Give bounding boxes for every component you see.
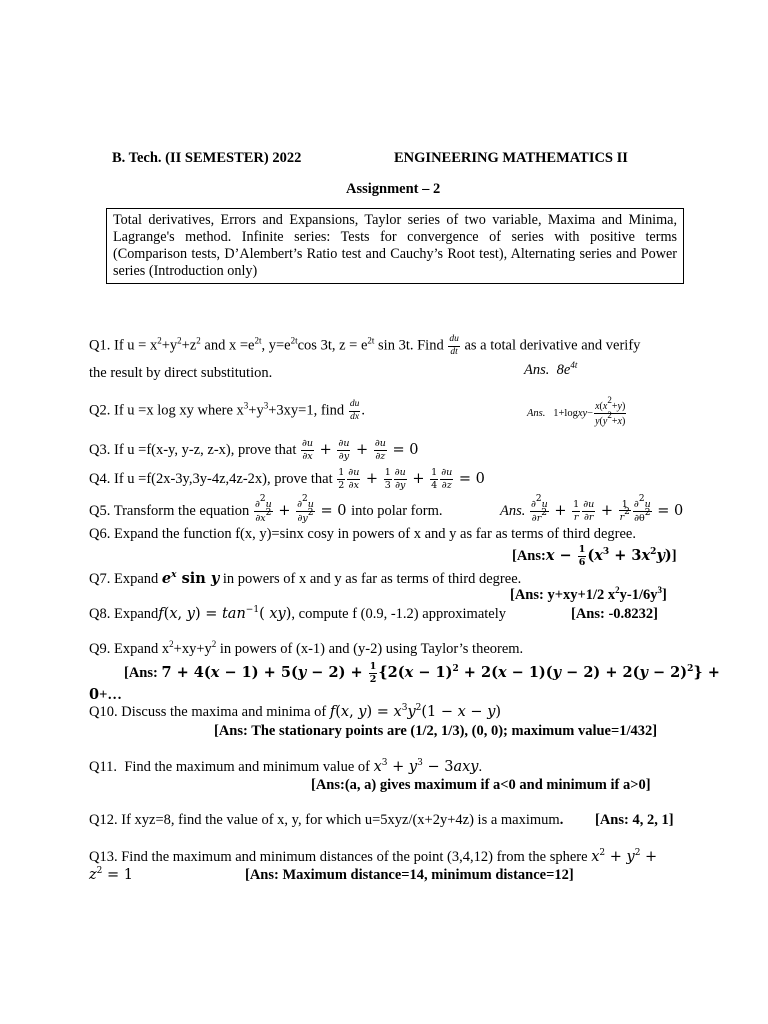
question-4: Q4. If u =f(2x-3y,3y-4z,4z-2x), prove that $\frac{1}{2}$ $\frac{\partial u}{\partial x}$ + $\frac{1}{3}$ $\frac{\partial u}{\partial y}$ + $\frac{1}{4}$ $\frac{\partial u}{\partial z}$ = 0 [89, 467, 485, 491]
question-13: Q13. Find the maximum and minimum distances of the point (3,4,12) from the sphere $x^2 + y^2$ + [89, 848, 658, 865]
answer-12: [Ans: 4, 2, 1] [595, 812, 674, 828]
subject-title: ENGINEERING MATHEMATICS II [394, 150, 628, 166]
question-12: Q12. If xyz=8, find the value of x, y, for which u=5xyz/(x+2y+4z) is a maximum. [89, 812, 564, 828]
question-13-cont: $z^2 = 1$ [89, 866, 133, 883]
answer-13: [Ans: Maximum distance=14, minimum distance=12] [245, 867, 574, 883]
answer-10: [Ans: The stationary points are (1/2, 1/3), (0, 0); maximum value=1/432] [214, 723, 658, 739]
question-5: Q5. Transform the equation $\frac{\partial^2u}{\partial x^2}$ + $\frac{\partial^2u}{\partial y^2}$ = 0 into polar form. [89, 494, 443, 524]
answer-6: [Ans:x − $\frac{1}{6}$ $(x^3 + 3x^2y)$] [512, 544, 677, 568]
course-title: B. Tech. (II SEMESTER) 2022 [112, 150, 302, 166]
question-11: Q11. Find the maximum and minimum value of $x^3 + y^3 - 3axy$. [89, 758, 483, 775]
answer-7: [Ans: y+xy+1/2 $x^2y-1/6y^3$] [510, 585, 667, 603]
answer-11: [Ans:(a, a) gives maximum if a<0 and minimum if a>0] [311, 777, 651, 793]
answer-1: Ans. $8e^{4t}$ [524, 360, 578, 378]
question-3: Q3. If u =f(x-y, y-z, z-x), prove that $\frac{\partial u}{\partial x}$ + $\frac{\partial u}{\partial y}$ + $\frac{\partial u}{\partial z}$ = 0 [89, 438, 419, 462]
question-7: Q7. Expand $e^x$ sin y in powers of x and y as far as terms of third degree. [89, 570, 522, 587]
assignment-title: Assignment – 2 [346, 181, 441, 197]
answer-5: Ans. $\frac{\partial^2u}{\partial r^2}$ + $\frac{1}{r}$ $\frac{\partial u}{\partial r}$ + $\frac{1}{r^2}$ $\frac{\partial^2u}{\partial\theta^2}$ = 0 [500, 494, 684, 524]
question-6: Q6. Expand the function f(x, y)=sinx cosy in powers of x and y as far as terms of third degree. [89, 526, 636, 542]
answer-9: [Ans: 7 + 4(x − 1) + 5(y − 2) + $\frac{1}{2}$ $\{2(x - 1)^2 + 2(x - 1)(y - 2) + 2(y - 2)^2\}$ + [124, 661, 720, 685]
question-8: Q8. Expandf(x, $y) = \tan^{-1}$( xy), compute f (0.9, -1.2) approximately [89, 605, 507, 622]
question-2: Q2. If u =x log xy where $x^3+y^3+3xy=1$, find $\frac{du}{dx}$ . [89, 399, 365, 422]
answer-8: [Ans: -0.8232] [571, 606, 658, 622]
question-1-cont: the result by direct substitution. [89, 365, 273, 381]
question-10: Q10. Discuss the maxima and minima of f(x, $y) = x^3y^2(1 - x - y)$ [89, 703, 502, 720]
question-label: Q1. [89, 337, 111, 354]
answer-2: Ans. 1+logxy− $\frac{x(x^2+y)}{y(y^2+x)}$ [527, 395, 626, 427]
syllabus-box: Total derivatives, Errors and Expansions, Taylor series of two variable, Maxima and Minima, Lagrange's method. Infinite series: Tests for convergence of series with positive terms (Comparison tests, D’Alembert’s Ratio test and Cauchy’s Root test), Alternating series and Power series (Introduction only) [106, 208, 684, 284]
question-1: Q1. If $u = x^2+y^2+z^2$ and $x =e^{2t}$, $y=e^{2t}\cos$ 3t, $z = e^{2t}$ sin 3t. Find $\frac{du}{dt}$ as a total derivative and verify [89, 334, 641, 357]
answer-9-cont: 0+… [89, 686, 122, 703]
question-9: Q9. Expand $x^2+xy+y^2$ in powers of (x-1) and (y-2) using Taylor’s theorem. [89, 639, 524, 657]
